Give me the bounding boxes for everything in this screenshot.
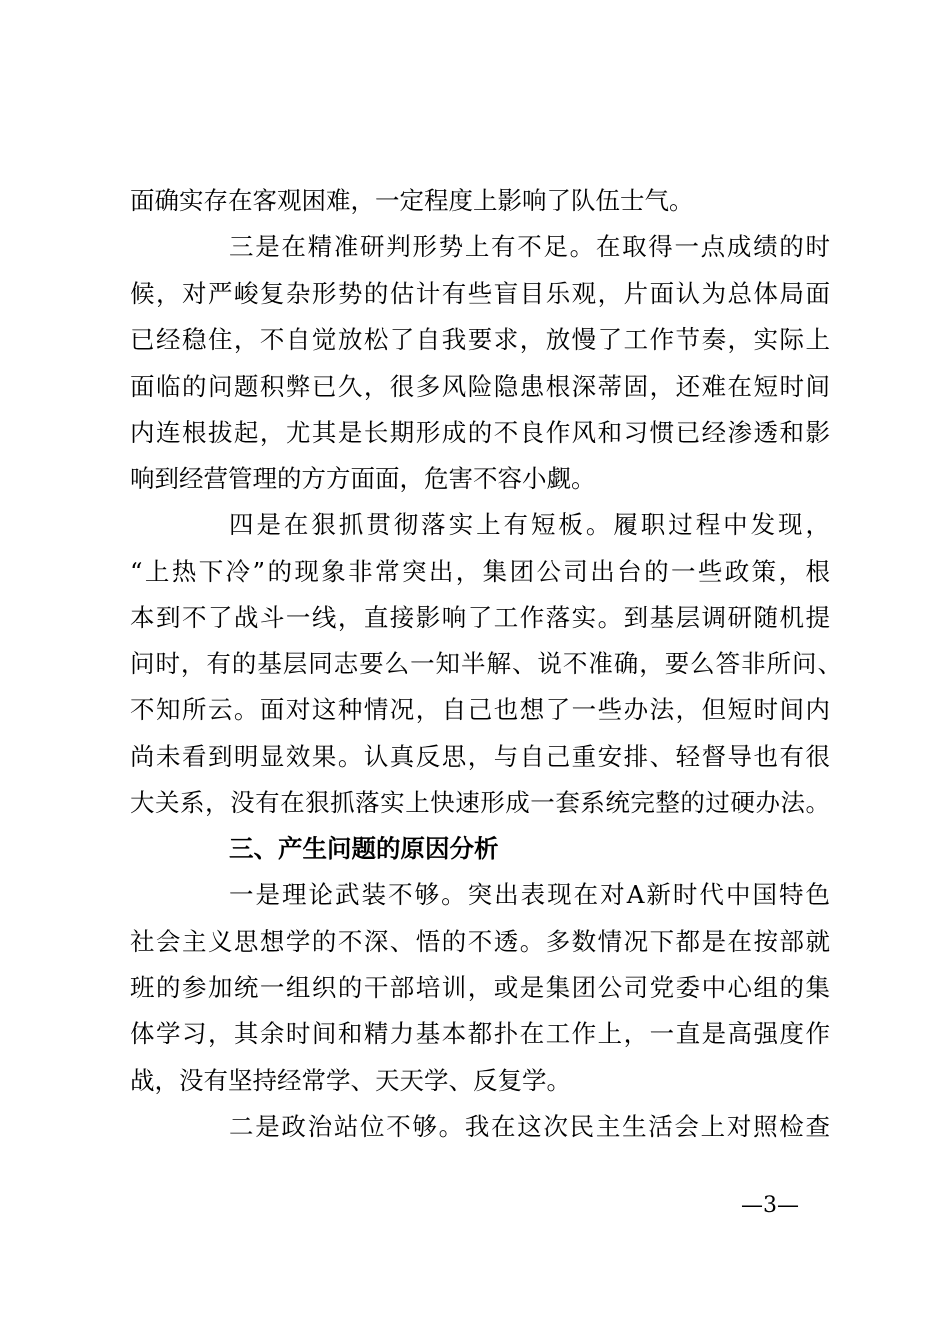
text-line: 四是在狠抓贯彻落实上有短板。履职过程中发现， <box>229 510 830 539</box>
text-line: 本到不了战斗一线，直接影响了工作落实。到基层调研随机提 <box>130 603 830 632</box>
text-line: 候，对严峻复杂形势的估计有些盲目乐观，片面认为总体局面 <box>130 279 830 308</box>
text-line: 面临的问题积弊已久，很多风险隐患根深蒂固，还难在短时间 <box>130 372 830 401</box>
text-line: 战，没有坚持经常学、天天学、反复学。 <box>130 1066 571 1095</box>
section-heading: 三、产生问题的原因分析 <box>229 834 499 863</box>
text-line: 二是政治站位不够。我在这次民主生活会上对照检查 <box>229 1112 830 1141</box>
text-line: 尚未看到明显效果。认真反思，与自己重安排、轻督导也有很 <box>130 742 830 771</box>
text-line: 已经稳住，不自觉放松了自我要求，放慢了工作节奏，实际上 <box>130 325 830 354</box>
text-line: 面确实存在客观困难，一定程度上影响了队伍士气。 <box>130 186 694 215</box>
text-line: 三是在精准研判形势上有不足。在取得一点成绩的时 <box>229 232 830 261</box>
text-line: 班的参加统一组织的干部培训，或是集团公司党委中心组的集 <box>130 973 830 1002</box>
text-line: “上热下冷”的现象非常突出，集团公司出台的一些政策，根 <box>130 557 830 586</box>
text-line: 响到经营管理的方方面面，危害不容小觑。 <box>130 464 596 493</box>
text-line: 社会主义思想学的不深、悟的不透。多数情况下都是在按部就 <box>130 927 830 956</box>
page-number: —3— <box>741 1193 799 1218</box>
text-line: 大关系，没有在狠抓落实上快速形成一套系统完整的过硬办法。 <box>130 788 830 817</box>
text-line: 一是理论武装不够。突出表现在对A新时代中国特色 <box>229 880 830 909</box>
text-line: 问时，有的基层同志要么一知半解、说不准确，要么答非所问、 <box>130 649 842 678</box>
text-line: 不知所云。面对这种情况，自己也想了一些办法，但短时间内 <box>130 695 830 724</box>
text-line: 内连根拔起，尤其是长期形成的不良作风和习惯已经渗透和影 <box>130 418 830 447</box>
text-line: 体学习，其余时间和精力基本都扑在工作上，一直是高强度作 <box>130 1019 830 1048</box>
